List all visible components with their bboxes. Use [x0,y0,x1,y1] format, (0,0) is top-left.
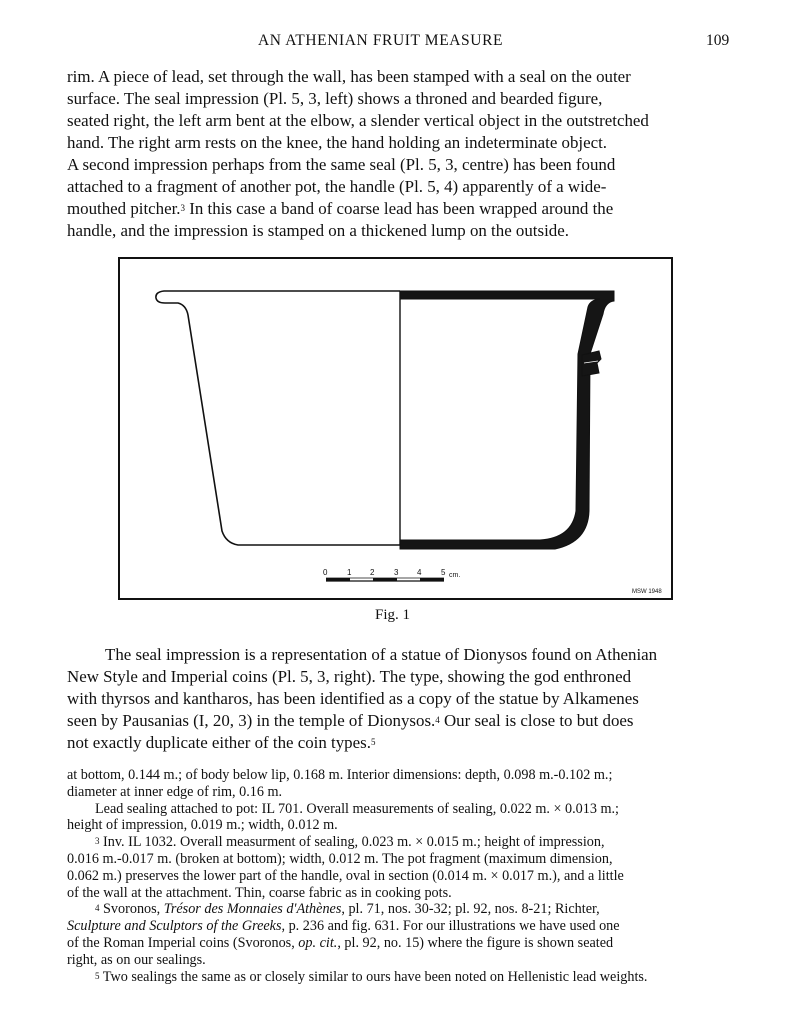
text-line: The seal impression is a representation of a statue of Dionysos found on Athenian [105,645,658,664]
running-title: AN ATHENIAN FRUIT MEASURE [258,32,504,49]
pot-exterior-outline [156,291,400,545]
footnote-line [67,767,732,784]
scale-bar [326,578,444,581]
text-line: with thyrsos and kantharos, has been identified as a copy of the statue by Alkamenes [67,689,639,708]
text-line: New Style and Imperial coins (Pl. 5, 3, right). The type, showing the god enthroned [67,667,632,686]
text-line: of the Roman Imperial coins (Svoronos, [67,934,299,951]
text-line: seated right, the left arm bent at the elbow, a slender vertical object in the outstretched [67,111,649,130]
text-line: 0.016 m.-0.017 m. (broken at bottom); width, 0.012 m. The pot fragment (maximum dimension, [67,850,613,867]
page-number: 109 [706,32,730,49]
paragraph-1-line [67,110,732,132]
text-line: hand. The right arm rests on the knee, the hand holding an indeterminate object. [67,133,608,152]
text-line: 0.062 m.) preserves the lower part of the handle, oval in section (0.014 m. × 0.017 m.), and a little [67,867,624,884]
scale-label: 4 [417,568,422,577]
pot-profile-drawing [120,259,671,598]
text-line: diameter at inner edge of rim, 0.16 m. [67,783,283,800]
scale-label: 3 [394,568,399,577]
paragraph-2-line [67,644,732,666]
footnote-ref-5[interactable]: 5 [370,737,376,747]
text-line: A second impression perhaps from the same seal (Pl. 5, 3, centre) has been found [67,155,616,174]
footnote-line [67,868,732,885]
text-line: of the wall at the attachment. Thin, coarse fabric as in cooking pots. [67,884,452,901]
text-line: In this case a band of coarse lead has been wrapped around the [185,199,614,218]
paragraph-2-line [67,710,732,732]
figure-1-frame [118,257,673,600]
text-line: mouthed pitcher. [67,199,181,218]
text-line: Svoronos, [99,901,164,918]
text-line: seen by Pausanias (I, 20, 3) in the temple of Dionysos. [67,711,436,730]
footnote-line [67,784,732,801]
text-line: Our seal is close to but does [439,711,634,730]
text-line: Two sealings the same as or closely similar to ours have been noted on Hellenistic lead weights. [99,968,648,985]
scale-bar-segment [326,578,350,581]
artist-signature: MSW 1948 [632,589,662,595]
text-line: , pl. 71, nos. 30-32; pl. 92, nos. 8-21; Richter, [341,901,600,918]
figure-caption: Fig. 1 [375,607,411,623]
paragraph-2-line [67,732,732,754]
paragraph-2 [67,644,732,754]
footnote-mark-3: 3 [95,836,100,847]
footnote-mark-5: 5 [95,970,100,981]
text-line: right, as on our sealings. [67,951,206,968]
scale-bar-segment [373,578,397,581]
text-line: surface. The seal impression (Pl. 5, 3, left) shows a throned and bearded figure, [67,89,603,108]
scale-bar-segment [420,578,444,581]
footnote-line [67,935,732,952]
text-line: , pl. 92, no. 15) where the figure is shown seated [337,934,614,951]
cited-title: Trésor des Monnaies d'Athènes [163,901,342,918]
cited-abbrev: op. cit. [298,934,338,951]
paragraph-1-line [67,154,732,176]
paragraph-1-line [67,198,732,220]
scale-label: 1 [347,568,352,577]
paragraph-1-line [67,66,732,88]
scale-unit: cm. [449,572,461,579]
footnote-line [67,885,732,902]
scale-label: 5 [441,568,446,577]
text-line: Inv. IL 1032. Overall measurment of sealing, 0.023 m. × 0.015 m.; height of impression, [99,834,605,851]
footnote-line [67,817,732,834]
paragraph-1-line [67,132,732,154]
text-line: handle, and the impression is stamped on a thickened lump on the outside. [67,221,569,240]
footnote-5 [67,969,732,986]
paragraph-2-line [67,666,732,688]
paragraph-1 [67,66,732,242]
footnote-line [67,851,732,868]
footnote-ref-4[interactable]: 4 [435,715,440,725]
paragraph-2-line [67,688,732,710]
paragraph-1-line [67,88,732,110]
text-line: not exactly duplicate either of the coin types. [67,733,371,752]
text-line: , p. 236 and fig. 631. For our illustrations we have used one [281,918,620,935]
text-line: attached to a fragment of another pot, the handle (Pl. 5, 4) apparently of a wide- [67,177,607,196]
text-line: rim. A piece of lead, set through the wall, has been stamped with a seal on the outer [67,67,631,86]
footnote-line [67,801,732,818]
footnote-3 [67,834,732,851]
lead-seal-lump [582,351,601,376]
footnotes [67,767,732,985]
paragraph-1-line [67,220,732,242]
text-line: height of impression, 0.019 m.; width, 0.012 m. [67,817,338,834]
scale-label: 0 [323,568,328,577]
footnote-line [67,918,732,935]
text-line: at bottom, 0.144 m.; of body below lip, 0.168 m. Interior dimensions: depth, 0.098 m.-0.102 m.; [67,767,613,783]
text-line: Lead sealing attached to pot: IL 701. Overall measurements of sealing, 0.022 m. × 0.013 m.; [95,800,620,817]
cited-title: Sculpture and Sculptors of the Greeks [67,918,282,935]
pot-section [400,291,614,549]
footnote-4 [67,901,732,918]
paragraph-1-line [67,176,732,198]
footnote-line [67,952,732,969]
footnote-mark-4: 4 [95,903,100,914]
footnote-ref-3[interactable]: 3 [180,203,186,213]
scale-labels [323,568,460,579]
scale-label: 2 [370,568,375,577]
